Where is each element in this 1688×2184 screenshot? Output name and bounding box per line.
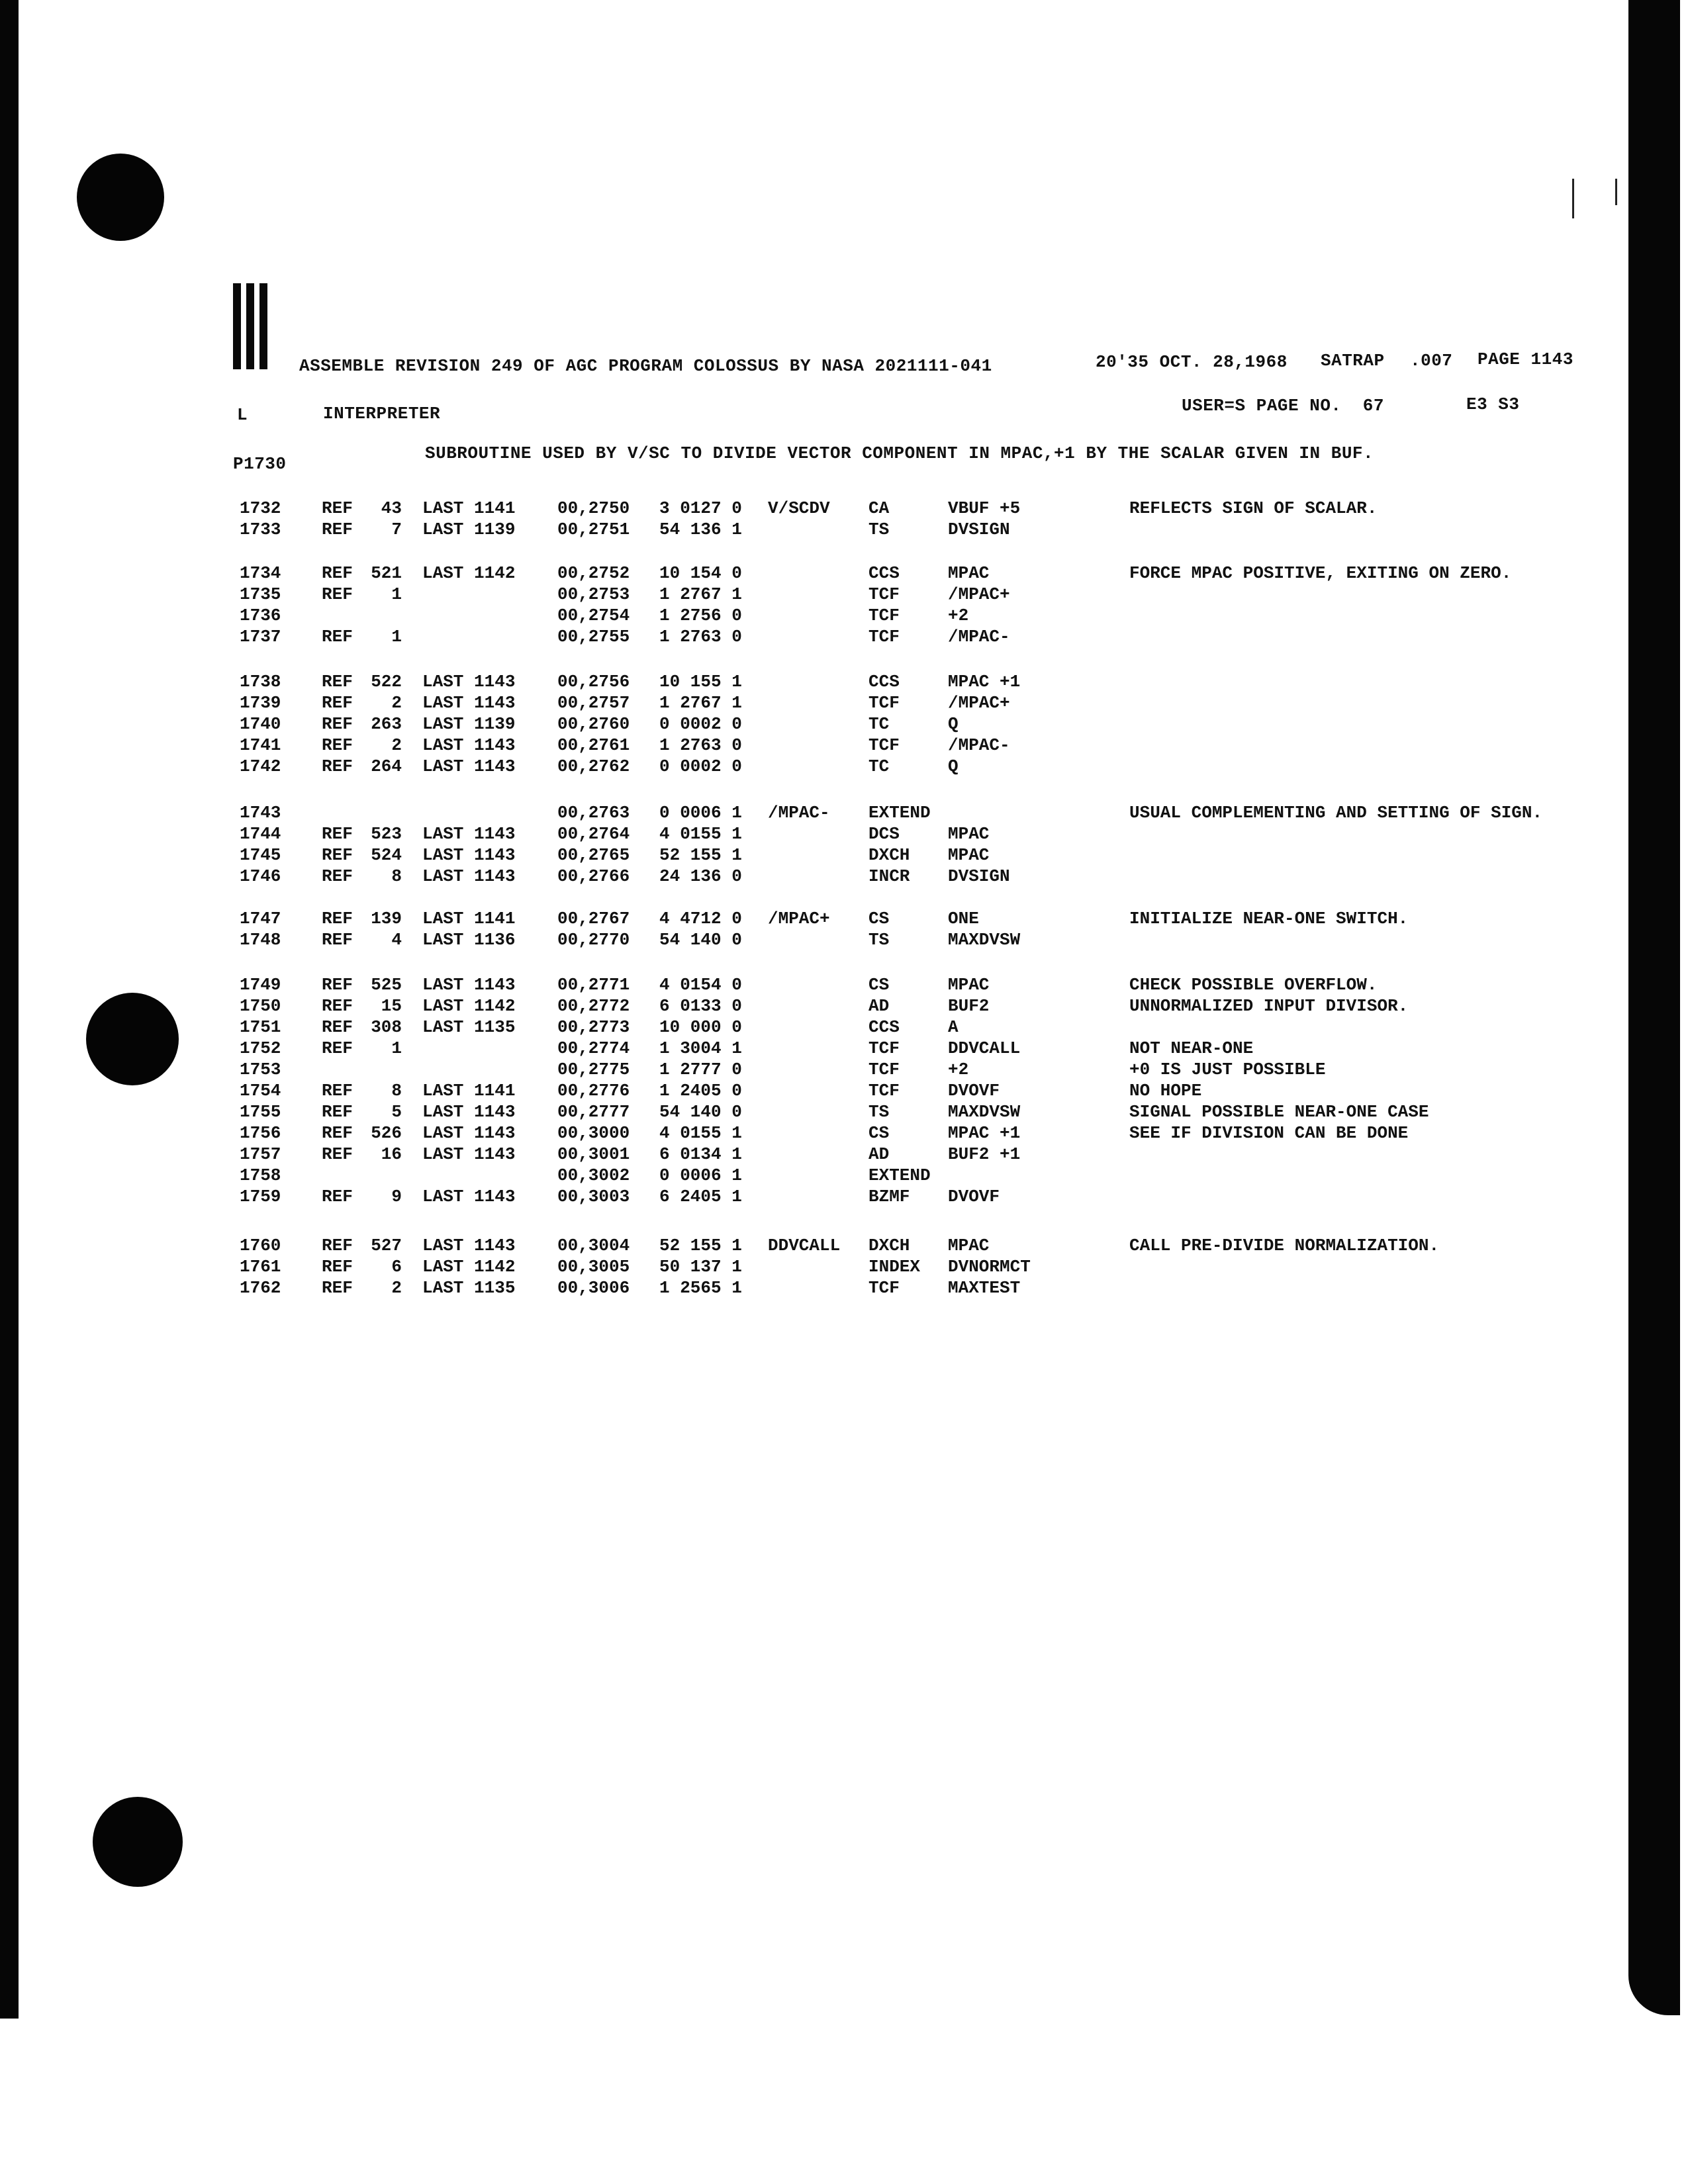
listing-arg: MAXDVSW <box>948 930 1021 950</box>
listing-code: 54 140 0 <box>659 930 742 950</box>
listing-code: 6 0134 1 <box>659 1144 742 1164</box>
listing-arg: MPAC <box>948 1236 990 1255</box>
listing-cmt: REFLECTS SIGN OF SCALAR. <box>1129 498 1378 518</box>
listing-code: 1 2565 1 <box>659 1278 742 1298</box>
listing-row <box>0 1017 1688 1038</box>
listing-cnt: 9 <box>391 1187 402 1206</box>
listing-last: LAST 1135 <box>422 1278 516 1298</box>
listing-arg: DVOVF <box>948 1187 1000 1206</box>
listing-num: 1740 <box>240 714 281 734</box>
listing-op: CCS <box>868 672 900 692</box>
listing-cmt: FORCE MPAC POSITIVE, EXITING ON ZERO. <box>1129 563 1512 583</box>
listing-cnt: 2 <box>391 735 402 755</box>
listing-last: LAST 1143 <box>422 1144 516 1164</box>
listing-ref: REF <box>322 1017 353 1037</box>
listing-addr: 00,2755 <box>557 627 630 647</box>
listing-arg: +2 <box>948 606 969 625</box>
listing-arg: BUF2 +1 <box>948 1144 1021 1164</box>
listing-ref: REF <box>322 563 353 583</box>
listing-op: BZMF <box>868 1187 910 1206</box>
listing-op: TC <box>868 756 890 776</box>
routine-description: SUBROUTINE USED BY V/SC TO DIVIDE VECTOR COMPONENT IN MPAC,+1 BY THE SCALAR GIVEN IN BUF. <box>425 443 1374 463</box>
listing-num: 1759 <box>240 1187 281 1206</box>
listing-row <box>0 908 1688 929</box>
listing-cnt: 1 <box>391 1038 402 1058</box>
listing-addr: 00,2770 <box>557 930 630 950</box>
listing-last: LAST 1143 <box>422 1236 516 1255</box>
listing-cmt: SEE IF DIVISION CAN BE DONE <box>1129 1123 1409 1143</box>
listing-ref: REF <box>322 498 353 518</box>
listing-addr: 00,2752 <box>557 563 630 583</box>
listing-num: 1743 <box>240 803 281 823</box>
listing-op: TS <box>868 520 890 539</box>
listing-title: ASSEMBLE REVISION 249 OF AGC PROGRAM COLOSSUS BY NASA 2021111-041 <box>299 356 992 376</box>
listing-addr: 00,2751 <box>557 520 630 539</box>
listing-num: 1761 <box>240 1257 281 1277</box>
listing-last: LAST 1143 <box>422 693 516 713</box>
listing-num: 1754 <box>240 1081 281 1101</box>
listing-arg: +2 <box>948 1060 969 1079</box>
listing-code: 1 2767 1 <box>659 693 742 713</box>
listing-last: LAST 1143 <box>422 824 516 844</box>
listing-num: 1758 <box>240 1165 281 1185</box>
listing-cmt: +0 IS JUST POSSIBLE <box>1129 1060 1326 1079</box>
system-name: SATRAP <box>1321 351 1385 371</box>
listing-arg: DVSIGN <box>948 520 1010 539</box>
listing-last: LAST 1139 <box>422 714 516 734</box>
listing-addr: 00,2766 <box>557 866 630 886</box>
listing-arg: MPAC <box>948 845 990 865</box>
listing-ref: REF <box>322 1278 353 1298</box>
listing-row <box>0 1080 1688 1101</box>
listing-op: CS <box>868 975 890 995</box>
listing-row <box>0 1144 1688 1165</box>
listing-arg: /MPAC+ <box>948 693 1010 713</box>
listing-row <box>0 1122 1688 1144</box>
listing-last: LAST 1142 <box>422 563 516 583</box>
listing-cnt: 521 <box>371 563 402 583</box>
listing-last: LAST 1143 <box>422 845 516 865</box>
listing-addr: 00,3004 <box>557 1236 630 1255</box>
listing-op: TS <box>868 930 890 950</box>
listing-addr: 00,2764 <box>557 824 630 844</box>
listing-cnt: 8 <box>391 866 402 886</box>
listing-code: 50 137 1 <box>659 1257 742 1277</box>
listing-last: LAST 1139 <box>422 520 516 539</box>
listing-label: /MPAC- <box>768 803 830 823</box>
listing-addr: 00,2774 <box>557 1038 630 1058</box>
listing-row <box>0 844 1688 866</box>
listing-addr: 00,2776 <box>557 1081 630 1101</box>
listing-row <box>0 929 1688 950</box>
listing-code: 3 0127 0 <box>659 498 742 518</box>
listing-arg: MPAC +1 <box>948 1123 1021 1143</box>
listing-cnt: 43 <box>381 498 402 518</box>
listing-cnt: 2 <box>391 693 402 713</box>
listing-cnt: 522 <box>371 672 402 692</box>
punch-hole-icon <box>77 154 164 241</box>
listing-cnt: 16 <box>381 1144 402 1164</box>
listing-num: 1755 <box>240 1102 281 1122</box>
listing-num: 1753 <box>240 1060 281 1079</box>
listing-cnt: 6 <box>391 1257 402 1277</box>
listing-row <box>0 823 1688 844</box>
listing-cnt: 1 <box>391 627 402 647</box>
listing-cmt: INITIALIZE NEAR-ONE SWITCH. <box>1129 909 1409 929</box>
listing-addr: 00,2771 <box>557 975 630 995</box>
listing-op: TCF <box>868 1081 900 1101</box>
listing-last: LAST 1141 <box>422 909 516 929</box>
listing-code: 54 136 1 <box>659 520 742 539</box>
listing-op: INCR <box>868 866 910 886</box>
listing-addr: 00,2772 <box>557 996 630 1016</box>
listing-code: 1 2767 1 <box>659 584 742 604</box>
listing-row <box>0 735 1688 756</box>
listing-op: CS <box>868 1123 890 1143</box>
listing-row <box>0 519 1688 540</box>
listing-addr: 00,3000 <box>557 1123 630 1143</box>
listing-code: 1 2763 0 <box>659 627 742 647</box>
listing-ref: REF <box>322 520 353 539</box>
listing-arg: /MPAC- <box>948 735 1010 755</box>
listing-code: 10 000 0 <box>659 1017 742 1037</box>
timestamp: 20'35 OCT. 28,1968 <box>1096 352 1288 372</box>
listing-arg: MPAC <box>948 563 990 583</box>
listing-row <box>0 974 1688 995</box>
listing-label: /MPAC+ <box>768 909 830 929</box>
listing-ref: REF <box>322 627 353 647</box>
listing-op: TCF <box>868 693 900 713</box>
version: .007 <box>1410 351 1453 371</box>
listing-ref: REF <box>322 584 353 604</box>
listing-addr: 00,2763 <box>557 803 630 823</box>
listing-arg: BUF2 <box>948 996 990 1016</box>
listing-addr: 00,3002 <box>557 1165 630 1185</box>
listing-row <box>0 1101 1688 1122</box>
listing-ref: REF <box>322 930 353 950</box>
listing-row <box>0 1277 1688 1298</box>
listing-label: V/SCDV <box>768 498 830 518</box>
listing-code: 1 2756 0 <box>659 606 742 625</box>
listing-num: 1737 <box>240 627 281 647</box>
listing-num: 1736 <box>240 606 281 625</box>
listing-code: 54 140 0 <box>659 1102 742 1122</box>
listing-num: 1747 <box>240 909 281 929</box>
listing-op: TCF <box>868 584 900 604</box>
listing-last: LAST 1141 <box>422 498 516 518</box>
listing-code: 0 0006 1 <box>659 803 742 823</box>
listing-code: 4 4712 0 <box>659 909 742 929</box>
listing-op: TCF <box>868 1278 900 1298</box>
listing-arg: MPAC +1 <box>948 672 1021 692</box>
listing-num: 1746 <box>240 866 281 886</box>
listing-op: INDEX <box>868 1257 921 1277</box>
listing-op: TS <box>868 1102 890 1122</box>
scan-mark <box>1615 179 1617 205</box>
listing-row <box>0 866 1688 887</box>
listing-addr: 00,2761 <box>557 735 630 755</box>
listing-op: CS <box>868 909 890 929</box>
routine-id: P1730 <box>233 454 287 474</box>
listing-op: EXTEND <box>868 1165 931 1185</box>
section-code: E3 S3 <box>1466 394 1520 414</box>
listing-code: 6 2405 1 <box>659 1187 742 1206</box>
listing-addr: 00,3005 <box>557 1257 630 1277</box>
listing-row <box>0 1256 1688 1277</box>
page-number: PAGE 1143 <box>1477 349 1573 369</box>
listing-cnt: 7 <box>391 520 402 539</box>
user-page-number: USER=S PAGE NO. 67 <box>1182 396 1384 416</box>
listing-last: LAST 1142 <box>422 1257 516 1277</box>
listing-row <box>0 1235 1688 1256</box>
listing-addr: 00,2775 <box>557 1060 630 1079</box>
listing-addr: 00,3006 <box>557 1278 630 1298</box>
listing-num: 1733 <box>240 520 281 539</box>
listing-addr: 00,2760 <box>557 714 630 734</box>
listing-addr: 00,2753 <box>557 584 630 604</box>
listing-ref: REF <box>322 756 353 776</box>
listing-addr: 00,2754 <box>557 606 630 625</box>
listing-ref: REF <box>322 1257 353 1277</box>
listing-cnt: 15 <box>381 996 402 1016</box>
listing-arg: Q <box>948 756 959 776</box>
listing-num: 1751 <box>240 1017 281 1037</box>
listing-addr: 00,3001 <box>557 1144 630 1164</box>
listing-cnt: 308 <box>371 1017 402 1037</box>
listing-row <box>0 713 1688 735</box>
scan-mark <box>1572 179 1574 218</box>
listing-addr: 00,3003 <box>557 1187 630 1206</box>
punch-hole-icon <box>93 1797 183 1887</box>
listing-ref: REF <box>322 866 353 886</box>
listing-code: 1 2763 0 <box>659 735 742 755</box>
listing-code: 0 0002 0 <box>659 714 742 734</box>
listing-op: CA <box>868 498 890 518</box>
listing-last: LAST 1143 <box>422 975 516 995</box>
listing-last: LAST 1136 <box>422 930 516 950</box>
listing-ref: REF <box>322 1144 353 1164</box>
listing-ref: REF <box>322 996 353 1016</box>
listing-num: 1738 <box>240 672 281 692</box>
listing-cnt: 527 <box>371 1236 402 1255</box>
listing-cnt: 263 <box>371 714 402 734</box>
listing-op: TCF <box>868 606 900 625</box>
section-marker: L <box>237 405 248 425</box>
listing-num: 1760 <box>240 1236 281 1255</box>
listing-cnt: 4 <box>391 930 402 950</box>
listing-ref: REF <box>322 714 353 734</box>
listing-row <box>0 1165 1688 1186</box>
listing-num: 1742 <box>240 756 281 776</box>
listing-row <box>0 756 1688 777</box>
listing-num: 1762 <box>240 1278 281 1298</box>
listing-num: 1745 <box>240 845 281 865</box>
listing-last: LAST 1141 <box>422 1081 516 1101</box>
listing-num: 1732 <box>240 498 281 518</box>
listing-row <box>0 1186 1688 1207</box>
listing-ref: REF <box>322 693 353 713</box>
listing-code: 1 3004 1 <box>659 1038 742 1058</box>
listing-last: LAST 1135 <box>422 1017 516 1037</box>
listing-code: 4 0155 1 <box>659 1123 742 1143</box>
listing-last: LAST 1143 <box>422 756 516 776</box>
listing-arg: VBUF +5 <box>948 498 1021 518</box>
listing-row <box>0 584 1688 605</box>
listing-ref: REF <box>322 1187 353 1206</box>
header-bars-glyph <box>233 283 273 369</box>
listing-cmt: USUAL COMPLEMENTING AND SETTING OF SIGN. <box>1129 803 1543 823</box>
listing-ref: REF <box>322 909 353 929</box>
listing-cnt: 526 <box>371 1123 402 1143</box>
listing-code: 4 0154 0 <box>659 975 742 995</box>
listing-ref: REF <box>322 735 353 755</box>
listing-cnt: 264 <box>371 756 402 776</box>
listing-ref: REF <box>322 845 353 865</box>
listing-cnt: 5 <box>391 1102 402 1122</box>
listing-num: 1744 <box>240 824 281 844</box>
listing-last: LAST 1143 <box>422 1187 516 1206</box>
listing-arg: MPAC <box>948 824 990 844</box>
listing-code: 24 136 0 <box>659 866 742 886</box>
listing-row <box>0 1059 1688 1080</box>
listing-op: AD <box>868 996 890 1016</box>
listing-label: DDVCALL <box>768 1236 841 1255</box>
listing-code: 1 2405 0 <box>659 1081 742 1101</box>
listing-op: DXCH <box>868 1236 910 1255</box>
listing-last: LAST 1143 <box>422 672 516 692</box>
listing-arg: DVSIGN <box>948 866 1010 886</box>
listing-code: 1 2777 0 <box>659 1060 742 1079</box>
listing-cmt: CHECK POSSIBLE OVERFLOW. <box>1129 975 1378 995</box>
listing-num: 1750 <box>240 996 281 1016</box>
listing-row <box>0 626 1688 647</box>
listing-last: LAST 1143 <box>422 1123 516 1143</box>
listing-addr: 00,2773 <box>557 1017 630 1037</box>
listing-last: LAST 1143 <box>422 866 516 886</box>
listing-num: 1739 <box>240 693 281 713</box>
listing-ref: REF <box>322 1123 353 1143</box>
listing-arg: A <box>948 1017 959 1037</box>
listing-num: 1741 <box>240 735 281 755</box>
listing-last: LAST 1143 <box>422 1102 516 1122</box>
listing-op: DCS <box>868 824 900 844</box>
listing-cnt: 524 <box>371 845 402 865</box>
listing-op: TCF <box>868 735 900 755</box>
listing-cnt: 525 <box>371 975 402 995</box>
listing-addr: 00,2767 <box>557 909 630 929</box>
listing-op: DXCH <box>868 845 910 865</box>
listing-row <box>0 605 1688 626</box>
listing-op: TC <box>868 714 890 734</box>
listing-row <box>0 498 1688 519</box>
listing-num: 1749 <box>240 975 281 995</box>
listing-code: 10 154 0 <box>659 563 742 583</box>
listing-num: 1752 <box>240 1038 281 1058</box>
listing-num: 1757 <box>240 1144 281 1164</box>
listing-code: 52 155 1 <box>659 1236 742 1255</box>
listing-addr: 00,2777 <box>557 1102 630 1122</box>
listing-cmt: CALL PRE-DIVIDE NORMALIZATION. <box>1129 1236 1440 1255</box>
section-title: INTERPRETER <box>323 404 441 424</box>
listing-op: EXTEND <box>868 803 931 823</box>
listing-code: 52 155 1 <box>659 845 742 865</box>
listing-row <box>0 1038 1688 1059</box>
listing-row <box>0 671 1688 692</box>
listing-arg: MAXTEST <box>948 1278 1021 1298</box>
listing-addr: 00,2757 <box>557 693 630 713</box>
listing-arg: ONE <box>948 909 979 929</box>
listing-cmt: SIGNAL POSSIBLE NEAR-ONE CASE <box>1129 1102 1429 1122</box>
listing-row <box>0 802 1688 823</box>
listing-cmt: NOT NEAR-ONE <box>1129 1038 1254 1058</box>
listing-addr: 00,2750 <box>557 498 630 518</box>
listing-cnt: 523 <box>371 824 402 844</box>
listing-row <box>0 692 1688 713</box>
listing-addr: 00,2762 <box>557 756 630 776</box>
listing-num: 1748 <box>240 930 281 950</box>
listing-cnt: 1 <box>391 584 402 604</box>
listing-addr: 00,2756 <box>557 672 630 692</box>
listing-num: 1756 <box>240 1123 281 1143</box>
listing-last: LAST 1143 <box>422 735 516 755</box>
listing-code: 0 0006 1 <box>659 1165 742 1185</box>
listing-row <box>0 563 1688 584</box>
listing-ref: REF <box>322 672 353 692</box>
listing-arg: DVOVF <box>948 1081 1000 1101</box>
listing-code: 10 155 1 <box>659 672 742 692</box>
listing-arg: MAXDVSW <box>948 1102 1021 1122</box>
listing-arg: MPAC <box>948 975 990 995</box>
listing-cnt: 2 <box>391 1278 402 1298</box>
listing-num: 1734 <box>240 563 281 583</box>
listing-arg: DDVCALL <box>948 1038 1021 1058</box>
listing-cmt: UNNORMALIZED INPUT DIVISOR. <box>1129 996 1409 1016</box>
listing-addr: 00,2765 <box>557 845 630 865</box>
listing-arg: /MPAC+ <box>948 584 1010 604</box>
listing-op: AD <box>868 1144 890 1164</box>
listing-ref: REF <box>322 1102 353 1122</box>
listing-ref: REF <box>322 1236 353 1255</box>
listing-cmt: NO HOPE <box>1129 1081 1202 1101</box>
listing-code: 0 0002 0 <box>659 756 742 776</box>
listing-arg: /MPAC- <box>948 627 1010 647</box>
listing-op: TCF <box>868 1038 900 1058</box>
listing-op: TCF <box>868 627 900 647</box>
listing-op: TCF <box>868 1060 900 1079</box>
listing-ref: REF <box>322 1038 353 1058</box>
listing-row <box>0 995 1688 1017</box>
listing-ref: REF <box>322 975 353 995</box>
listing-last: LAST 1142 <box>422 996 516 1016</box>
listing-cnt: 8 <box>391 1081 402 1101</box>
listing-cnt: 139 <box>371 909 402 929</box>
listing-num: 1735 <box>240 584 281 604</box>
listing-arg: Q <box>948 714 959 734</box>
listing-code: 4 0155 1 <box>659 824 742 844</box>
listing-arg: DVNORMCT <box>948 1257 1031 1277</box>
listing-ref: REF <box>322 824 353 844</box>
listing-op: CCS <box>868 563 900 583</box>
listing-code: 6 0133 0 <box>659 996 742 1016</box>
listing-ref: REF <box>322 1081 353 1101</box>
listing-op: CCS <box>868 1017 900 1037</box>
